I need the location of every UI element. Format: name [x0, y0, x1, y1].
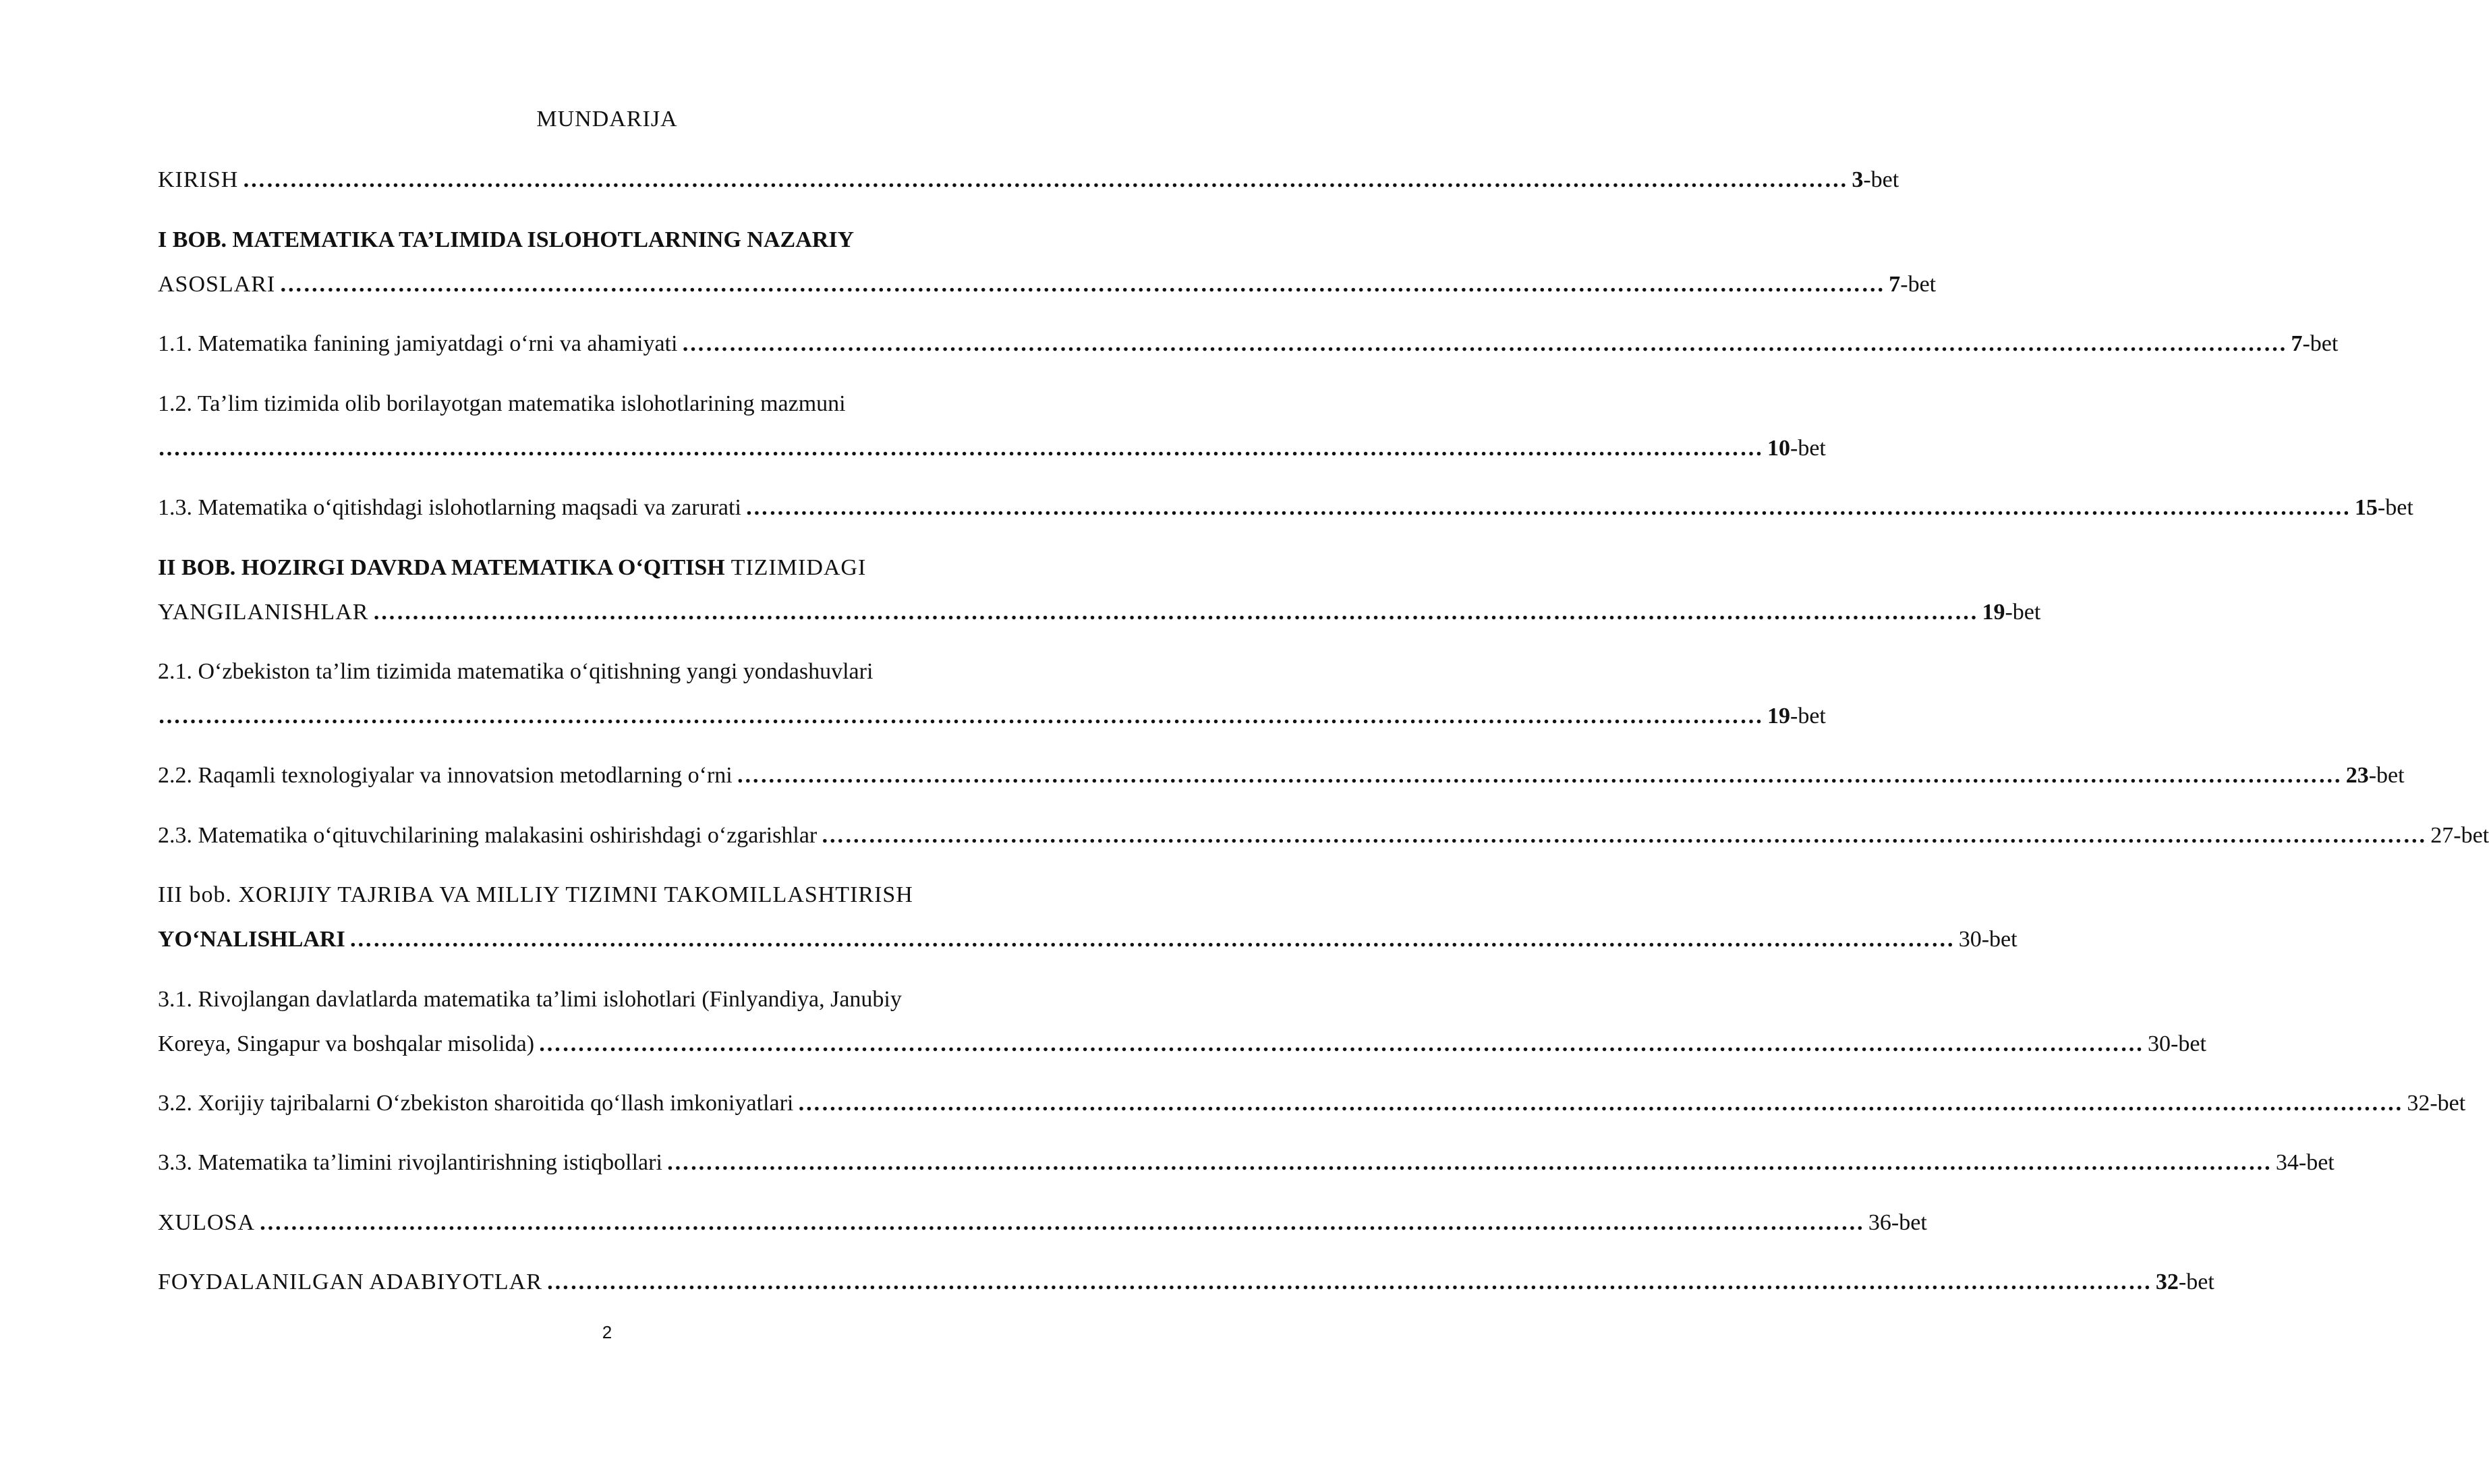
- toc-entry-label: 3.3. Matematika ta’limini rivojlantirishning istiqbollari: [158, 1150, 662, 1175]
- toc-page-ref: 32-bet: [2407, 1091, 2466, 1116]
- toc-entry-2-2: [158, 761, 2405, 791]
- dot-leader: ……………………………………………………………………………………………………………………………………………………………………………………: [242, 167, 1848, 192]
- toc-entry-xulosa: [158, 1208, 1927, 1238]
- dot-leader: ……………………………………………………………………………………………………………………………………………………………………………………: [681, 331, 2287, 356]
- toc-entry-label: 1.3. Matematika o‘qitishdagi islohotlarning maqsadi va zarurati: [158, 495, 741, 520]
- toc-entry-3-3: [158, 1148, 2335, 1178]
- toc-entry-label: YO‘NALISHLARI: [158, 927, 345, 952]
- toc-page-ref: 30-bet: [1958, 927, 2018, 952]
- dot-leader: ……………………………………………………………………………………………………………………………………………………………………………………: [546, 1269, 2152, 1294]
- toc-entry-3-1: [158, 1029, 2206, 1059]
- dot-leader: ……………………………………………………………………………………………………………………………………………………………………………………: [821, 823, 2427, 848]
- dot-leader: ……………………………………………………………………………………………………………………………………………………………………………………: [279, 272, 1885, 297]
- toc-entry-2-1: [158, 702, 1826, 731]
- dot-leader: ……………………………………………………………………………………………………………………………………………………………………………………: [538, 1031, 2144, 1056]
- toc-entry-label: YANGILANISHLAR: [158, 600, 369, 625]
- toc-entry-label: 1.1. Matematika fanining jamiyatdagi o‘rni va ahamiyati: [158, 331, 678, 356]
- toc-page-ref: 10-bet: [1767, 436, 1826, 461]
- toc-chapter-2-title: II BOB. HOZIRGI DAVRDA MATEMATIKA O‘QITISH TIZIMIDAGI: [158, 555, 867, 580]
- toc-entry-adabiyotlar: [158, 1267, 2214, 1297]
- toc-page-ref: 7-bet: [1889, 272, 1937, 297]
- dot-leader: ……………………………………………………………………………………………………………………………………………………………………………………: [349, 927, 1955, 952]
- toc-entry-label: ASOSLARI: [158, 272, 276, 297]
- toc-page-ref: 36-bet: [1868, 1210, 1927, 1235]
- toc-page-ref: 34-bet: [2275, 1150, 2335, 1175]
- toc-chapter-1-title: I BOB. MATEMATIKA TA’LIMIDA ISLOHOTLARNING NAZARIY: [158, 227, 855, 252]
- toc-entry-label: FOYDALANILGAN ADABIYOTLAR: [158, 1269, 542, 1294]
- toc-entry-label: XULOSA: [158, 1210, 255, 1235]
- toc-entry-kirish: [158, 165, 1899, 195]
- dot-leader: ……………………………………………………………………………………………………………………………………………………………………………………: [797, 1091, 2403, 1116]
- toc-entry-bob2: [158, 598, 2041, 627]
- toc-entry-1-3: [158, 493, 2413, 523]
- toc-entry-label: KIRISH: [158, 167, 239, 192]
- toc-entry-label: 3.2. Xorijiy tajribalarni O‘zbekiston sharoitida qo‘llash imkoniyatlari: [158, 1091, 794, 1116]
- page-title: MUNDARIJA: [536, 107, 678, 132]
- toc-entry-3-1-title: 3.1. Rivojlangan davlatlarda matematika ta’limi islohotlari (Finlyandiya, Janubiy: [158, 987, 902, 1012]
- toc-entry-2-1-title: 2.1. O‘zbekiston ta’lim tizimida matematika o‘qitishning yangi yondashuvlari: [158, 659, 874, 684]
- toc-entry-1-1: [158, 329, 2339, 359]
- toc-page-ref: 32-bet: [2155, 1269, 2214, 1294]
- toc-entry-2-3: [158, 821, 2489, 851]
- dot-leader: ……………………………………………………………………………………………………………………………………………………………………………………: [158, 436, 1763, 461]
- toc-page-ref: 7-bet: [2291, 331, 2339, 356]
- toc-page-ref: 3-bet: [1852, 167, 1899, 192]
- dot-leader: ……………………………………………………………………………………………………………………………………………………………………………………: [372, 600, 1978, 625]
- dot-leader: ……………………………………………………………………………………………………………………………………………………………………………………: [736, 763, 2342, 788]
- dot-leader: ……………………………………………………………………………………………………………………………………………………………………………………: [158, 704, 1763, 729]
- dot-leader: ……………………………………………………………………………………………………………………………………………………………………………………: [666, 1150, 2272, 1175]
- page-number: 2: [602, 1322, 612, 1342]
- toc-page-ref: 27-bet: [2430, 823, 2489, 848]
- toc-page-ref: 19-bet: [1982, 600, 2041, 625]
- dot-leader: ……………………………………………………………………………………………………………………………………………………………………………………: [258, 1210, 1864, 1235]
- toc-page-ref: 19-bet: [1767, 704, 1826, 729]
- toc-entry-label: 2.2. Raqamli texnologiyalar va innovatsion metodlarning o‘rni: [158, 763, 733, 788]
- toc-entry-3-2: [158, 1089, 2466, 1118]
- toc-page-ref: 30-bet: [2148, 1031, 2206, 1056]
- toc-entry-1-2-title: 1.2. Ta’lim tizimida olib borilayotgan matematika islohotlarining mazmuni: [158, 391, 846, 416]
- toc-page-ref: 23-bet: [2345, 763, 2405, 788]
- toc-chapter-3-title: III bob. XORIJIY TAJRIBA VA MILLIY TIZIMNI TAKOMILLASHTIRISH: [158, 882, 913, 907]
- toc-entry-label: Koreya, Singapur va boshqalar misolida): [158, 1031, 535, 1056]
- toc-entry-bob3: [158, 925, 2018, 954]
- dot-leader: ……………………………………………………………………………………………………………………………………………………………………………………: [745, 495, 2351, 520]
- toc-entry-1-2: [158, 434, 1826, 463]
- toc-page-ref: 15-bet: [2354, 495, 2413, 520]
- toc-entry-bob1: [158, 270, 1937, 299]
- toc-entry-label: 2.3. Matematika o‘qituvchilarining malakasini oshirishdagi o‘zgarishlar: [158, 823, 818, 848]
